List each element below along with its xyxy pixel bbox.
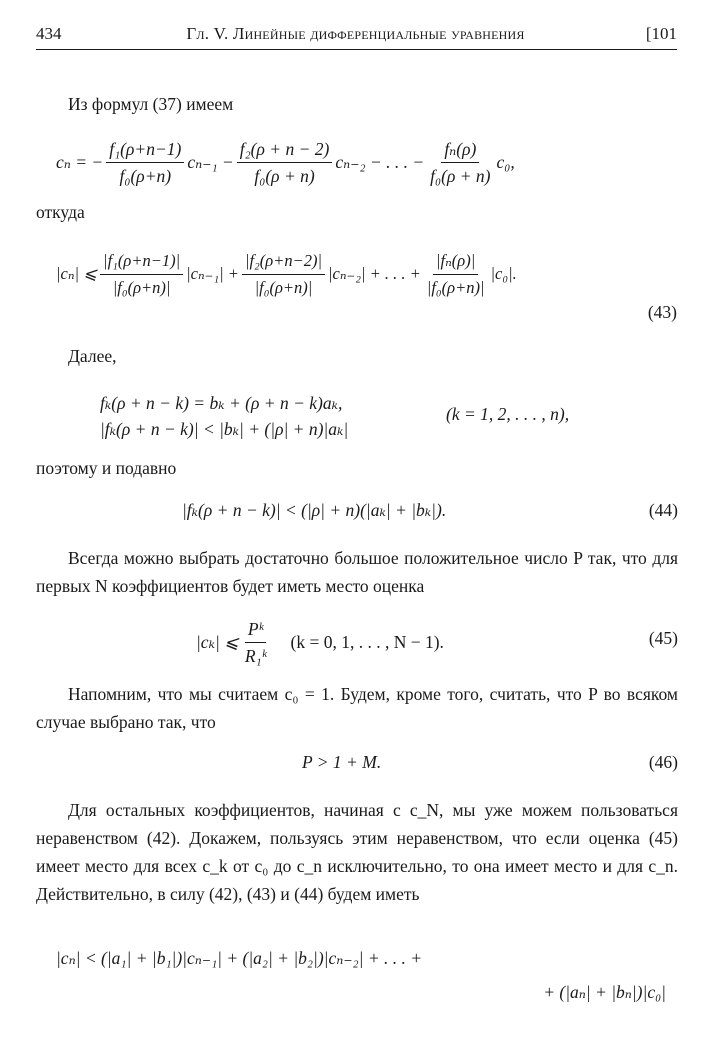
eq37-frac-2 <box>237 138 333 187</box>
eq43-frac-2 <box>242 250 325 299</box>
eq43-frac-3-num: |fₙ(ρ)| <box>433 250 478 275</box>
eq43-frac-1-num: |f₁(ρ+n−1)| <box>100 250 183 275</box>
eq43-frac-1-den: |f₀(ρ+n)| <box>112 277 171 297</box>
eq43-tag: (43) <box>647 302 677 322</box>
eq-final-line-1: |cₙ| < (|a₁| + |b₁|)|cₙ₋₁| + (|a₂| + |b₂|)|cₙ₋₂| + . . . + <box>56 948 423 968</box>
eq37-term-3: c₀, <box>496 151 515 172</box>
equation-37-derived <box>36 132 678 192</box>
equation-45 <box>36 612 678 672</box>
header-rule <box>36 49 677 50</box>
paragraph-1: Из формул (37) имеем <box>68 94 234 114</box>
equation-43 <box>36 244 678 304</box>
cases-lines <box>100 390 348 442</box>
eq37-frac-1 <box>106 138 184 187</box>
eq46-tag: (46) <box>648 752 678 772</box>
page-number: 434 <box>36 24 62 43</box>
eq37-frac-3 <box>427 138 493 187</box>
eq43-frac-3 <box>424 250 488 299</box>
eq37-term-2: cₙ₋₂ − . . . − <box>335 151 425 172</box>
eq37-frac-2-den: f₀(ρ + n) <box>254 165 315 186</box>
running-header <box>36 22 677 48</box>
eq37-frac-1-num: f₁(ρ+n−1) <box>106 138 184 163</box>
paragraph-6: Напомним, что мы считаем c₀ = 1. Будем, кроме того, считать, что P во всяком случае выбрано так, что <box>36 684 678 732</box>
cases-condition: (k = 1, 2, . . . , n), <box>446 404 570 424</box>
paragraph-7: Для остальных коэффициентов, начиная с c_N, мы уже можем пользоваться неравенством (42). Докажем, пользуясь этим неравенством, что если оценка (45) имеет место для всех c_k от c₀ до c_n исключительно, то она имеет место и для c_n. Действительно, в силу (42), (43) и (44) будем иметь <box>36 800 678 904</box>
eq-final-line-2: + (|aₙ| + |bₙ|)|c₀| <box>543 982 666 1002</box>
eq43-lhs: |cₙ| ⩽ <box>56 264 98 283</box>
eq37-term-1: cₙ₋₁ − <box>187 151 234 172</box>
section-number: [101 <box>645 24 677 43</box>
eq43-term-1: |cₙ₋₁| + <box>186 264 239 283</box>
paragraph-5: Всегда можно выбрать достаточно большое положительное число P так, что для первых N коэффициентов будет иметь место оценка <box>36 548 678 596</box>
eq45-frac <box>242 618 270 667</box>
eq43-frac-2-den: |f₀(ρ+n)| <box>254 277 313 297</box>
chapter-title: Гл. V. Линейные дифференциальные уравнения <box>186 24 525 43</box>
eq45-den: R₁ᵏ <box>244 645 267 666</box>
eq44-body: |fₖ(ρ + n − k)| < (|ρ| + n)(|aₖ| + |bₖ|). <box>182 500 447 520</box>
eq45-num: Pᵏ <box>245 618 267 643</box>
paragraph-2: откуда <box>36 202 85 222</box>
equation-cases <box>36 390 678 446</box>
eq37-frac-1-den: f₀(ρ+n) <box>119 165 172 186</box>
eq37-frac-3-den: f₀(ρ + n) <box>430 165 491 186</box>
eq44-tag: (44) <box>648 500 678 520</box>
equation-46 <box>36 748 678 784</box>
cases-line-2: |fₖ(ρ + n − k)| < |bₖ| + (|ρ| + n)|aₖ| <box>100 419 349 439</box>
paragraph-4: поэтому и подавно <box>36 458 177 478</box>
eq43-term-3: |c₀|. <box>490 264 517 283</box>
eq43-term-2: |cₙ₋₂| + . . . + <box>328 264 421 283</box>
eq45-lhs: |cₖ| ⩽ <box>196 631 239 652</box>
eq43-frac-3-den: |f₀(ρ+n)| <box>426 277 485 297</box>
eq45-tag: (45) <box>648 628 678 648</box>
eq37-frac-3-num: fₙ(ρ) <box>441 138 479 163</box>
paragraph-3: Далее, <box>68 346 117 366</box>
eq43-frac-2-num: |f₂(ρ+n−2)| <box>242 250 325 275</box>
eq37-frac-2-num: f₂(ρ + n − 2) <box>237 138 333 163</box>
eq43-frac-1 <box>100 250 183 299</box>
equation-final <box>36 948 678 1012</box>
eq46-body: P > 1 + M. <box>302 752 382 772</box>
cases-line-1: fₖ(ρ + n − k) = bₖ + (ρ + n − k)aₖ, <box>100 393 343 413</box>
eq45-condition: (k = 0, 1, . . . , N − 1). <box>290 631 444 652</box>
eq37-lhs: cₙ = − <box>56 151 104 172</box>
equation-44 <box>36 496 678 532</box>
